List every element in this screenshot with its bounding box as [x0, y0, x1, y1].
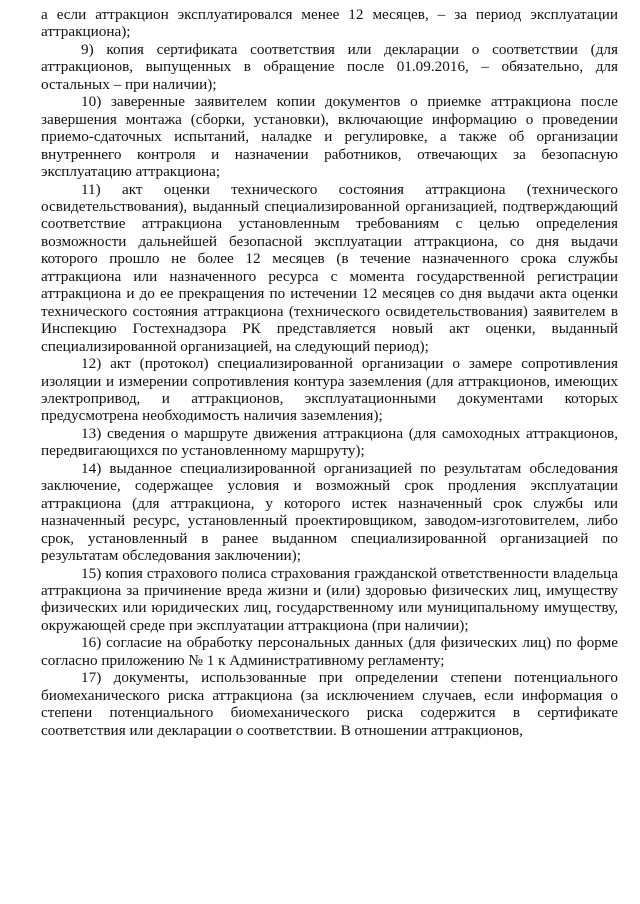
paragraph-item-12: 12) акт (протокол) специализированной организации о замере сопротивления изоляции и измерении сопротивления контура заземления (для аттракционов, имеющих электропривод, и аттракционов, эксплуатационными документами которых предусмотрена необходимость наличия заземления); [41, 355, 618, 425]
paragraph-item-17: 17) документы, использованные при определении степени потенциального биомеханического риска аттракциона (за исключением случаев, если информация о степени потенциального биомеханического риска содержится в сертификате соответствия или декларации о соответствии. В отношении аттракционов, [41, 669, 618, 739]
document-text [41, 6, 618, 739]
paragraph-item-9: 9) копия сертификата соответствия или декларации о соответствии (для аттракционов, выпущенных в обращение после 01.09.2016, – обязательно, для остальных – при наличии); [41, 40, 618, 93]
paragraph-item-16: 16) согласие на обработку персональных данных (для физических лиц) по форме согласно приложению № 1 к Административному регламенту; [41, 634, 618, 669]
paragraph-item-14: 14) выданное специализированной организацией по результатам обследования заключение, содержащее условия и возможный срок продления эксплуатации аттракциона (для аттракциона, у которого истек назначенный срок службы или назначенный ресурс, установленный проектировщиком, заводом-изготовителем, либо срок, установленный в ранее выданном специализированной организацией по результатам обследования заключении); [41, 459, 618, 565]
paragraph-continuation: а если аттракцион эксплуатировался менее 12 месяцев, – за период эксплуатации аттракциона); [41, 6, 618, 41]
paragraph-item-11: 11) акт оценки технического состояния аттракциона (технического освидетельствования), выданный специализированной организацией, подтверждающий соответствие аттракциона установленным требованиям с целью определения возможности дальнейшей безопасной эксплуатации аттракциона, со дня выдачи которого прошло не более 12 месяцев (в течение назначенного срока службы аттракциона или назначенного ресурса с момента государственной регистрации аттракциона и до ее прекращения по истечении 12 месяцев со дня выдачи акта оценки технического состояния аттракциона (технического освидетельствования) заявителем в Инспекцию Гостехнадзора РК представляется новый акт оценки, выданный специализированной организацией, на следующий период); [41, 180, 618, 355]
paragraph-item-10: 10) заверенные заявителем копии документов о приемке аттракциона после завершения монтажа (сборки, установки), включающие информацию о проведении приемо-сдаточных испытаний, наладке и регулировке, а также об организации внутреннего контроля и назначении работников, отвечающих за безопасную эксплуатацию аттракциона; [41, 93, 618, 181]
paragraph-item-15: 15) копия страхового полиса страхования гражданской ответственности владельца аттракциона за причинение вреда жизни и (или) здоровью физических лиц, имуществу физических или юридических лиц, государственному или муниципальному имуществу, окружающей среде при эксплуатации аттракциона (при наличии); [41, 564, 618, 634]
paragraph-item-13: 13) сведения о маршруте движения аттракциона (для самоходных аттракционов, передвигающихся по установленному маршруту); [41, 424, 618, 460]
